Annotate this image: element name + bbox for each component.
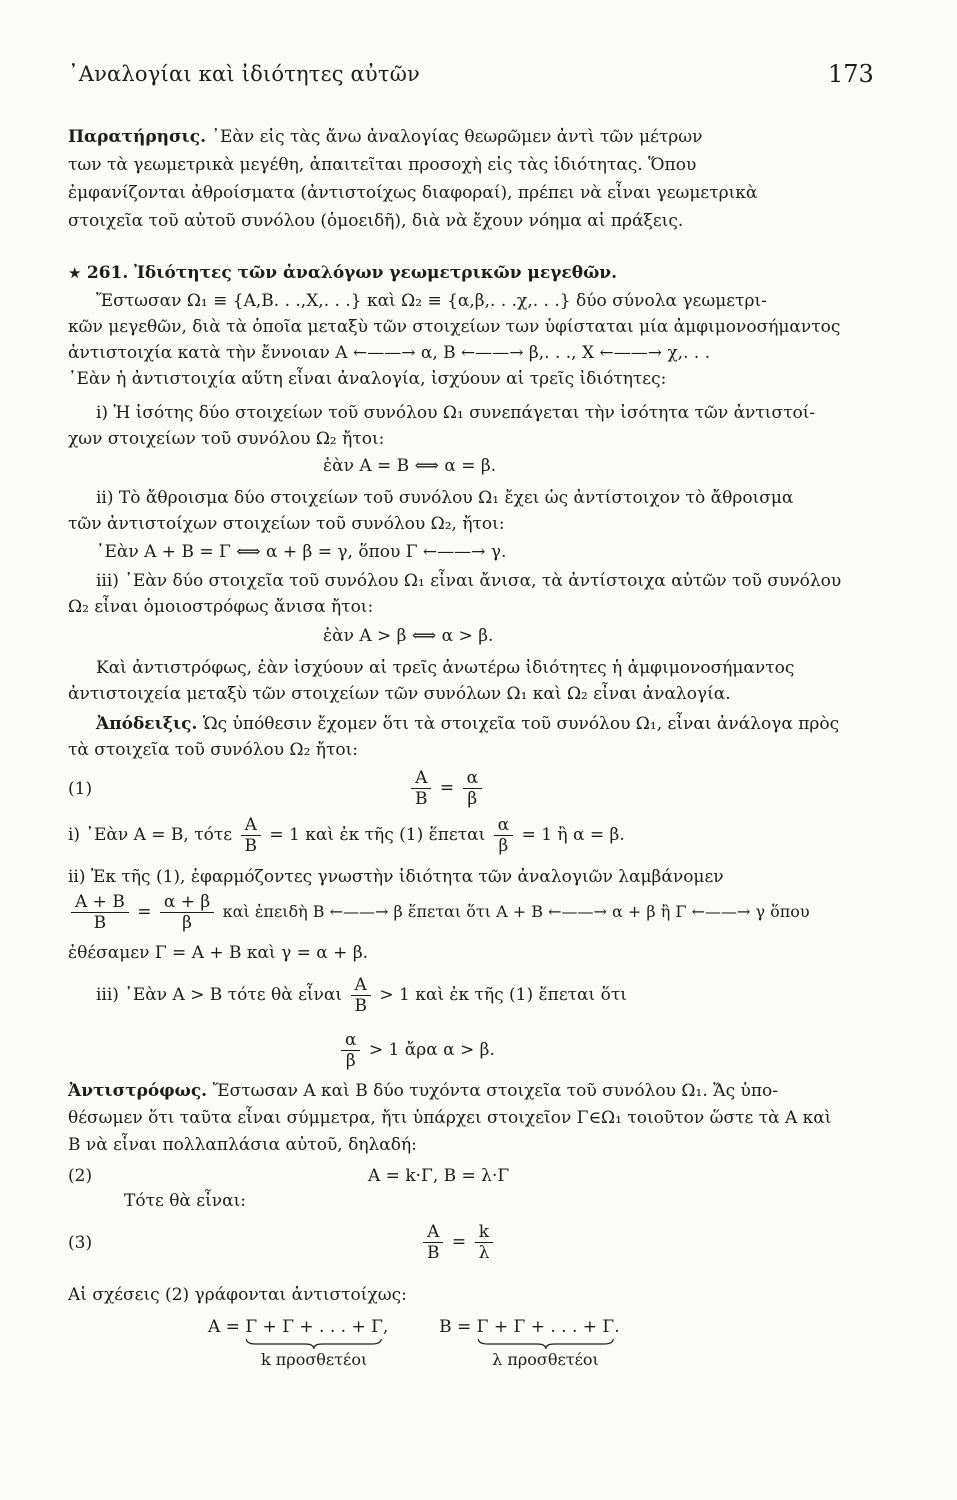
fraction-A-over-B-2: $\frac{A}{B}$ <box>241 815 262 856</box>
converse-proof-line-2: θέσωμεν ὅτι ταῦτα εἶναι σύμμετρα, ἤτι ὑπάρχει στοιχεῖον Γ∈Ω₁ τοιοῦτον ὥστε τὰ Α καὶ <box>68 1108 832 1128</box>
remark-line-2: των τὰ γεωμετρικὰ μεγέθη, ἀπαιτεῖται προσοχὴ εἰς τὰς ἰδιότητας. Ὅπου <box>68 155 697 175</box>
brace-A-sum: Γ + Γ + . . . + Γ k προσθετέοι <box>245 1317 383 1369</box>
section-heading <box>68 262 617 284</box>
equation-1-number: (1) <box>68 779 93 799</box>
remark-line-4: στοιχεῖα τοῦ αὐτοῦ συνόλου (ὁμοειδῆ), διὰ νὰ ἔχουν νόημα αἱ πράξεις. <box>68 211 684 231</box>
section-title: 261. Ἰδιότητες τῶν ἀναλόγων γεωμετρικῶν μεγεθῶν. <box>86 263 618 283</box>
star-icon: ★ <box>68 264 82 282</box>
proof-line-1 <box>68 713 839 735</box>
converse-proof-line-3: Β νὰ εἶναι πολλαπλάσια αὐτοῦ, δηλαδή: <box>68 1135 417 1155</box>
fraction-a-plus-b-over-b: $\frac{\alpha + \beta}{\beta}$ <box>160 892 214 933</box>
prop-i-equation: ἐὰν Α = Β ⟺ α = β. <box>323 456 497 476</box>
underbrace-icon <box>245 1338 383 1350</box>
prop-ii-line-2: τῶν ἀντιστοίχων στοιχείων τοῦ συνόλου Ω₂, ἤτοι: <box>68 514 505 534</box>
equation-3-number: (3) <box>68 1233 93 1253</box>
proof-iii-line-2: $\frac{\alpha}{\beta}$ > 1 ἄρα α > β. <box>338 1030 495 1071</box>
proof-i-line: i) ᾿Εὰν Α = Β, τότε $\frac{A}{B}$ = 1 καὶ ἐκ τῆς (1) ἕπεται $\frac{\alpha}{\beta}$ = 1 ἢ α = β. <box>68 815 625 856</box>
textbook-page: ᾿Αναλογίαι καὶ ἰδιότητες αὐτῶν 173 Παρατήρησις. ᾿Εὰν εἰς τὰς ἄνω ἀναλογίας θεωρῶμεν ἀντὶ τῶν μέτρων των τὰ γεωμετρικὰ μεγέθη, ἀπαιτεῖται προσοχὴ εἰς τὰς ἰδιότητας. Ὅπου ἐμφανίζονται ἀθροίσματα (ἀντιστοίχως διαφοραί), πρέπει νὰ εἶναι γεωμετρικὰ στοιχεῖα τοῦ αὐτοῦ συνόλου (ὁμοειδῆ), διὰ νὰ ἔχουν νόημα αἱ πράξεις. ★ 261. Ἰδιότητες τῶν ἀναλόγων γεωμετρικῶν μεγεθῶν. Ἔστωσαν Ω₁ ≡ {Α,Β. . .,Χ,. . .} καὶ Ω₂ ≡ {α,β,. . .χ,. . .} δύο σύνολα γεωμετρι- κῶν μεγεθῶν, διὰ τὰ ὁποῖα μεταξὺ τῶν στοιχείων των ὑφίσταται μία ἀμφιμονοσήμαντος ἀντιστοιχία κατὰ τὴν ἔννοιαν Α ←——→ α, Β ←——→ β,. . ., Χ ←——→ χ,. . . ᾿Εὰν ἡ ἀντιστοιχία αὕτη εἶναι ἀναλογία, ἰσχύουν αἱ τρεῖς ἰδιότητες: i) Ἡ ἰσότης δύο στοιχείων τοῦ συνόλου Ω₁ συνεπάγεται τὴν ἰσότητα τῶν ἀντιστοί- χων στοιχείων τοῦ συνόλου Ω₂ ἤτοι: ἐὰν Α = Β ⟺ α = β. ii) Τὸ ἄθροισμα δύο στοιχείων τοῦ συνόλου Ω₁ ἔχει ὡς ἀντίστοιχον τὸ ἄθροισμα τῶν ἀντιστοίχων στοιχείων τοῦ συνόλου Ω₂, ἤτοι: ᾿Εὰν Α + Β = Γ ⟺ α + β = γ, ὅπου Γ ←——→ γ. iii) ᾿Εὰν δύο στοιχεῖα τοῦ συνόλου Ω₁ εἶναι ἄνισα, τὰ ἀντίστοιχα αὐτῶν τοῦ συνόλου Ω₂ εἶναι ὁμοιοστρόφως ἄνισα ἤτοι: ἐὰν Α > β ⟺ α > β. Καὶ ἀντιστρόφως, ἐὰν ἰσχύουν αἱ τρεῖς ἀνωτέρω ἰδιότητες ἡ ἀμφιμονοσήμαντος ἀντιστοιχεία μεταξὺ τῶν στοιχείων τῶν συνόλων Ω₁ καὶ Ω₂ εἶναι ἀναλογία. Ἀπόδειξις. Ὡς ὑπόθεσιν ἔχομεν ὅτι τὰ στοιχεῖα τοῦ συνόλου Ω₁, εἶναι ἀνάλογα πρὸς τὰ στοιχεῖα τοῦ συνόλου Ω₂ ἤτοι: (1) $\frac{A}{B}$ = $\frac{\alpha}{\beta}$ i) ᾿Εὰν Α = Β, τότε $\frac{A}{B}$ = 1 καὶ ἐκ τῆς (1) ἕπεται $\frac{\alpha}{\beta}$ = 1 ἢ α = β. ii) Ἐκ τῆς (1), ἐφαρμόζοντες γνωστὴν ἰδιότητα τῶν ἀναλογιῶν λαμβάνομεν $\frac{A + B}{B}$ = $\frac{\alpha + \beta}{\beta}$ καὶ ἐπειδὴ Β ←——→ β ἕπεται ὅτι Α + Β ←——→ α + β ἢ Γ ←——→ γ ὅπου ἐθέσαμεν Γ = Α + Β καὶ γ = α + β. iii) ᾿Εὰν Α > Β τότε θὰ εἶναι $\frac{A}{B}$ > 1 καὶ ἐκ τῆς (1) ἕπεται ὅτι $\frac{\alpha}{\beta}$ > 1 ἄρα α > β. Ἀντιστρόφως. Ἔστωσαν Α καὶ Β δύο τυχόντα στοιχεῖα τοῦ συνόλου Ω₁. Ἄς ὑπο- θέσωμεν ὅτι ταῦτα εἶναι σύμμετρα, ἤτι ὑπάρχει στοιχεῖον Γ∈Ω₁ τοιοῦτον ὥστε τὰ Α καὶ Β νὰ εἶναι πολλαπλάσια αὐτοῦ, δηλαδή: (2) Α = k·Γ, Β = λ·Γ Τότε θὰ εἶναι: (3) $\frac{A}{B}$ = $\frac{k}{\lambda}$ Αἱ σχέσεις (2) γράφονται ἀντιστοίχως: Α = Γ + Γ + . . . + Γ k προσθετέοι , Β = Γ + Γ + . . . + Γ λ προσθετέοι . <box>68 60 874 1369</box>
converse-line-2: ἀντιστοιχεία μεταξὺ τῶν στοιχείων τῶν συνόλων Ω₁ καὶ Ω₂ εἶναι ἀναλογία. <box>68 684 731 704</box>
equation-2-number: (2) <box>68 1166 93 1186</box>
underbrace-icon <box>477 1338 615 1350</box>
equation-2-body: Α = k·Γ, Β = λ·Γ <box>368 1166 510 1186</box>
fraction-a-over-b: $\frac{\alpha}{\beta}$ <box>463 768 482 809</box>
converse-line-1: Καὶ ἀντιστρόφως, ἐὰν ἰσχύουν αἱ τρεῖς ἀνωτέρω ἰδιότητες ἡ ἀμφιμονοσήμαντος <box>96 658 795 678</box>
fraction-a-over-b-3: $\frac{\alpha}{\beta}$ <box>341 1030 360 1071</box>
section-line-3: ἀντιστοιχία κατὰ τὴν ἔννοιαν Α ←——→ α, Β ←——→ β,. . ., Χ ←——→ χ,. . . <box>68 343 711 363</box>
proof-label: Ἀπόδειξις. <box>96 714 198 734</box>
fraction-A-over-B-3: $\frac{A}{B}$ <box>350 975 371 1016</box>
prop-iii-line-1: iii) ᾿Εὰν δύο στοιχεῖα τοῦ συνόλου Ω₁ εἶναι ἄνισα, τὰ ἀντίστοιχα αὐτῶν τοῦ συνόλου <box>96 571 842 591</box>
section-line-1: Ἔστωσαν Ω₁ ≡ {Α,Β. . .,Χ,. . .} καὶ Ω₂ ≡ {α,β,. . .χ,. . .} δύο σύνολα γεωμετρι- <box>96 291 767 311</box>
converse-proof-line-1: Ἀντιστρόφως. Ἔστωσαν Α καὶ Β δύο τυχόντα στοιχεῖα τοῦ συνόλου Ω₁. Ἄς ὑπο- <box>68 1081 779 1101</box>
proof-ii-line-1: ii) Ἐκ τῆς (1), ἐφαρμόζοντες γνωστὴν ἰδιότητα τῶν ἀναλογιῶν λαμβάνομεν <box>68 867 724 887</box>
section-line-4: ᾿Εὰν ἡ ἀντιστοιχία αὕτη εἶναι ἀναλογία, ἰσχύουν αἱ τρεῖς ἰδιότητες: <box>68 369 667 389</box>
fraction-A-over-B: $\frac{A}{B}$ <box>411 768 432 809</box>
prop-ii-line-1: ii) Τὸ ἄθροισμα δύο στοιχείων τοῦ συνόλου Ω₁ ἔχει ὡς ἀντίστοιχον τὸ ἄθροισμα <box>96 488 794 508</box>
fraction-A-over-B-4: $\frac{A}{B}$ <box>423 1222 444 1263</box>
equation-2 <box>68 1165 868 1187</box>
fraction-A-plus-B-over-B: $\frac{A + B}{B}$ <box>71 892 129 933</box>
then-line: Τότε θὰ εἶναι: <box>124 1191 246 1211</box>
remark-text-1: ᾿Εὰν εἰς τὰς ἄνω ἀναλογίας θεωρῶμεν ἀντὶ τῶν μέτρων <box>211 127 703 147</box>
relations-line: Αἱ σχέσεις (2) γράφονται ἀντιστοίχως: <box>68 1285 407 1305</box>
prop-i-line-1: i) Ἡ ἰσότης δύο στοιχείων τοῦ συνόλου Ω₁ συνεπάγεται τὴν ἰσότητα τῶν ἀντιστοί- <box>96 403 816 423</box>
running-header-title: ᾿Αναλογίαι καὶ ἰδιότητες αὐτῶν <box>68 62 420 86</box>
proof-iii-line-1: iii) ᾿Εὰν Α > Β τότε θὰ εἶναι $\frac{A}{B}$ > 1 καὶ ἐκ τῆς (1) ἕπεται ὅτι <box>96 975 627 1016</box>
proof-line-2: τὰ στοιχεῖα τοῦ συνόλου Ω₂ ἤτοι: <box>68 740 359 760</box>
prop-iii-equation: ἐὰν Α > β ⟺ α > β. <box>323 626 494 646</box>
prop-i-line-2: χων στοιχείων τοῦ συνόλου Ω₂ ἤτοι: <box>68 429 385 449</box>
page-number: 173 <box>828 60 874 88</box>
proof-ii-line-3: ἐθέσαμεν Γ = Α + Β καὶ γ = α + β. <box>68 943 369 963</box>
section-line-2: κῶν μεγεθῶν, διὰ τὰ ὁποῖα μεταξὺ τῶν στοιχείων των ὑφίσταται μία ἀμφιμονοσήμαντος <box>68 317 841 337</box>
prop-iii-line-2: Ω₂ εἶναι ὁμοιοστρόφως ἄνισα ἤτοι: <box>68 597 374 617</box>
remark-line-3: ἐμφανίζονται ἀθροίσματα (ἀντιστοίχως διαφοραί), πρέπει νὰ εἶναι γεωμετρικὰ <box>68 183 758 203</box>
remark-label: Παρατήρησις. <box>68 127 207 147</box>
brace-B-sum: Γ + Γ + . . . + Γ λ προσθετέοι <box>476 1317 615 1369</box>
fraction-k-over-lambda: $\frac{k}{\lambda}$ <box>475 1222 494 1263</box>
fraction-a-over-b-2: $\frac{\alpha}{\beta}$ <box>494 815 513 856</box>
converse-proof-label: Ἀντιστρόφως. <box>68 1081 208 1101</box>
proof-ii-line-2: $\frac{A + B}{B}$ = $\frac{\alpha + \beta}{\beta}$ καὶ ἐπειδὴ Β ←——→ β ἕπεται ὅτι Α + Β ←——→ α + β ἢ Γ ←——→ γ ὅπου <box>68 892 810 933</box>
proof-text-1: Ὡς ὑπόθεσιν ἔχομεν ὅτι τὰ στοιχεῖα τοῦ συνόλου Ω₁, εἶναι ἀνάλογα πρὸς <box>202 714 840 734</box>
sum-expressions: Α = Γ + Γ + . . . + Γ k προσθετέοι , Β = Γ + Γ + . . . + Γ λ προσθετέοι . <box>208 1317 620 1369</box>
prop-ii-equation: ᾿Εὰν Α + Β = Γ ⟺ α + β = γ, ὅπου Γ ←——→ γ. <box>96 542 507 562</box>
remark-line-1 <box>68 126 703 148</box>
